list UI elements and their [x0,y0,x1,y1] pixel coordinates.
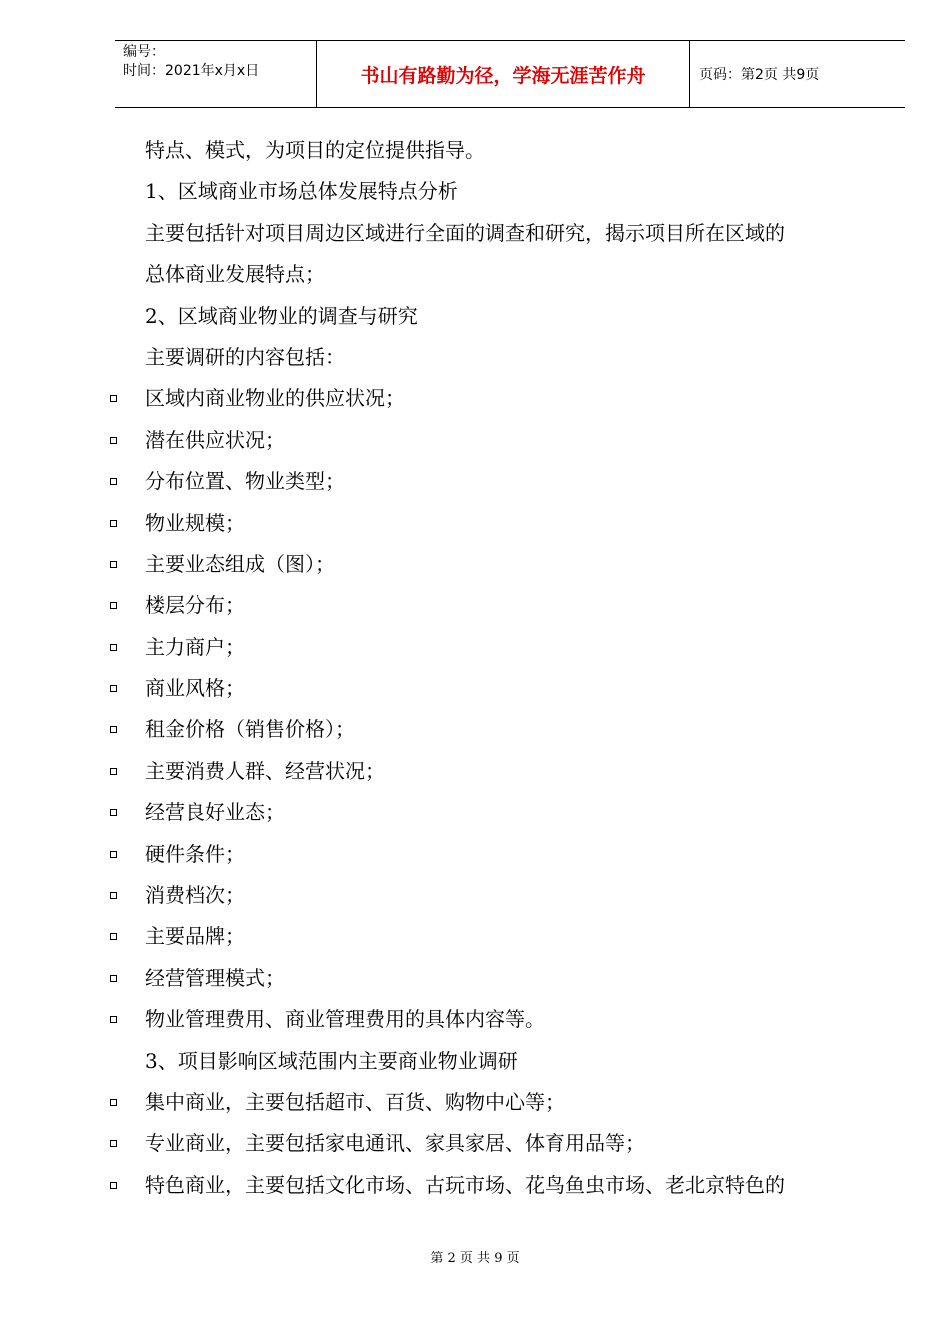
square-bullet-icon [110,726,117,733]
document-body [0,130,950,1206]
bullet-item [0,999,950,1040]
square-bullet-icon [110,1182,117,1189]
line-text: 区域内商业物业的供应状况； [145,386,405,411]
bullet-item [0,1123,950,1164]
bullet-item [0,834,950,875]
square-bullet-icon [110,685,117,692]
line-text: 楼层分布； [145,593,245,618]
square-bullet-icon [110,602,117,609]
bullet-item [0,585,950,626]
header-number: 编号： [123,44,165,60]
header-motto: 书山有路勤为径，学海无涯苦作舟 [316,41,690,107]
paragraph-line [0,337,950,378]
square-bullet-icon [110,1099,117,1106]
line-text: 1、区域商业市场总体发展特点分析 [145,179,458,204]
line-text: 租金价格（销售价格）； [145,717,355,742]
line-text: 特点、模式，为项目的定位提供指导。 [145,138,485,162]
line-text: 分布位置、物业类型； [145,469,345,494]
header-page-info: 页码：第2页 共9页 [699,67,820,83]
page-header [115,40,905,108]
line-text: 经营良好业态； [145,800,285,825]
bullet-item [0,1082,950,1123]
line-text: 主要品牌； [145,924,245,949]
paragraph-line [0,171,950,212]
square-bullet-icon [110,851,117,858]
bullet-item [0,420,950,461]
line-text: 3、项目影响区域范围内主要商业物业调研 [145,1048,518,1073]
paragraph-line [0,296,950,337]
bullet-item [0,709,950,750]
line-text: 消费档次； [145,883,245,908]
bullet-item [0,875,950,916]
bullet-item [0,461,950,502]
line-text: 商业风格； [145,676,245,701]
bullet-item [0,916,950,957]
bullet-item [0,503,950,544]
paragraph-line [0,1041,950,1082]
line-text: 总体商业发展特点； [145,262,325,287]
line-text: 专业商业，主要包括家电通讯、家具家居、体育用品等； [145,1131,645,1156]
bullet-item [0,627,950,668]
header-date: 时间：2021年x月x日 [123,63,260,79]
bullet-item [0,958,950,999]
line-text: 主要消费人群、经营状况； [145,758,385,783]
bullet-item [0,751,950,792]
square-bullet-icon [110,768,117,775]
paragraph-line [0,213,950,254]
line-text: 主要业态组成（图）； [145,551,335,576]
square-bullet-icon [110,520,117,527]
page-footer: 第 2 页 共 9 页 [430,1251,520,1266]
line-text: 特色商业，主要包括文化市场、古玩市场、花鸟鱼虫市场、老北京特色的 [145,1172,785,1197]
square-bullet-icon [110,975,117,982]
line-text: 物业管理费用、商业管理费用的具体内容等。 [145,1007,545,1032]
line-text: 物业规模； [145,510,245,535]
line-text: 主力商户； [145,634,245,659]
square-bullet-icon [110,892,117,899]
square-bullet-icon [110,933,117,940]
line-text: 主要调研的内容包括： [145,344,345,369]
paragraph-line [0,130,950,171]
line-text: 经营管理模式； [145,965,285,990]
line-text: 硬件条件； [145,841,245,866]
square-bullet-icon [110,478,117,485]
line-text: 主要包括针对项目周边区域进行全面的调查和研究，揭示项目所在区域的 [145,220,785,245]
square-bullet-icon [110,561,117,568]
square-bullet-icon [110,809,117,816]
square-bullet-icon [110,437,117,444]
bullet-item [0,544,950,585]
square-bullet-icon [110,644,117,651]
paragraph-line [0,254,950,295]
line-text: 2、区域商业物业的调查与研究 [145,303,418,328]
header-meta [115,41,316,107]
bullet-item [0,792,950,833]
square-bullet-icon [110,1140,117,1147]
bullet-item [0,378,950,419]
square-bullet-icon [110,395,117,402]
line-text: 潜在供应状况； [145,427,285,452]
line-text: 集中商业，主要包括超市、百货、购物中心等； [145,1089,565,1114]
bullet-item [0,1165,950,1206]
square-bullet-icon [110,1016,117,1023]
bullet-item [0,668,950,709]
